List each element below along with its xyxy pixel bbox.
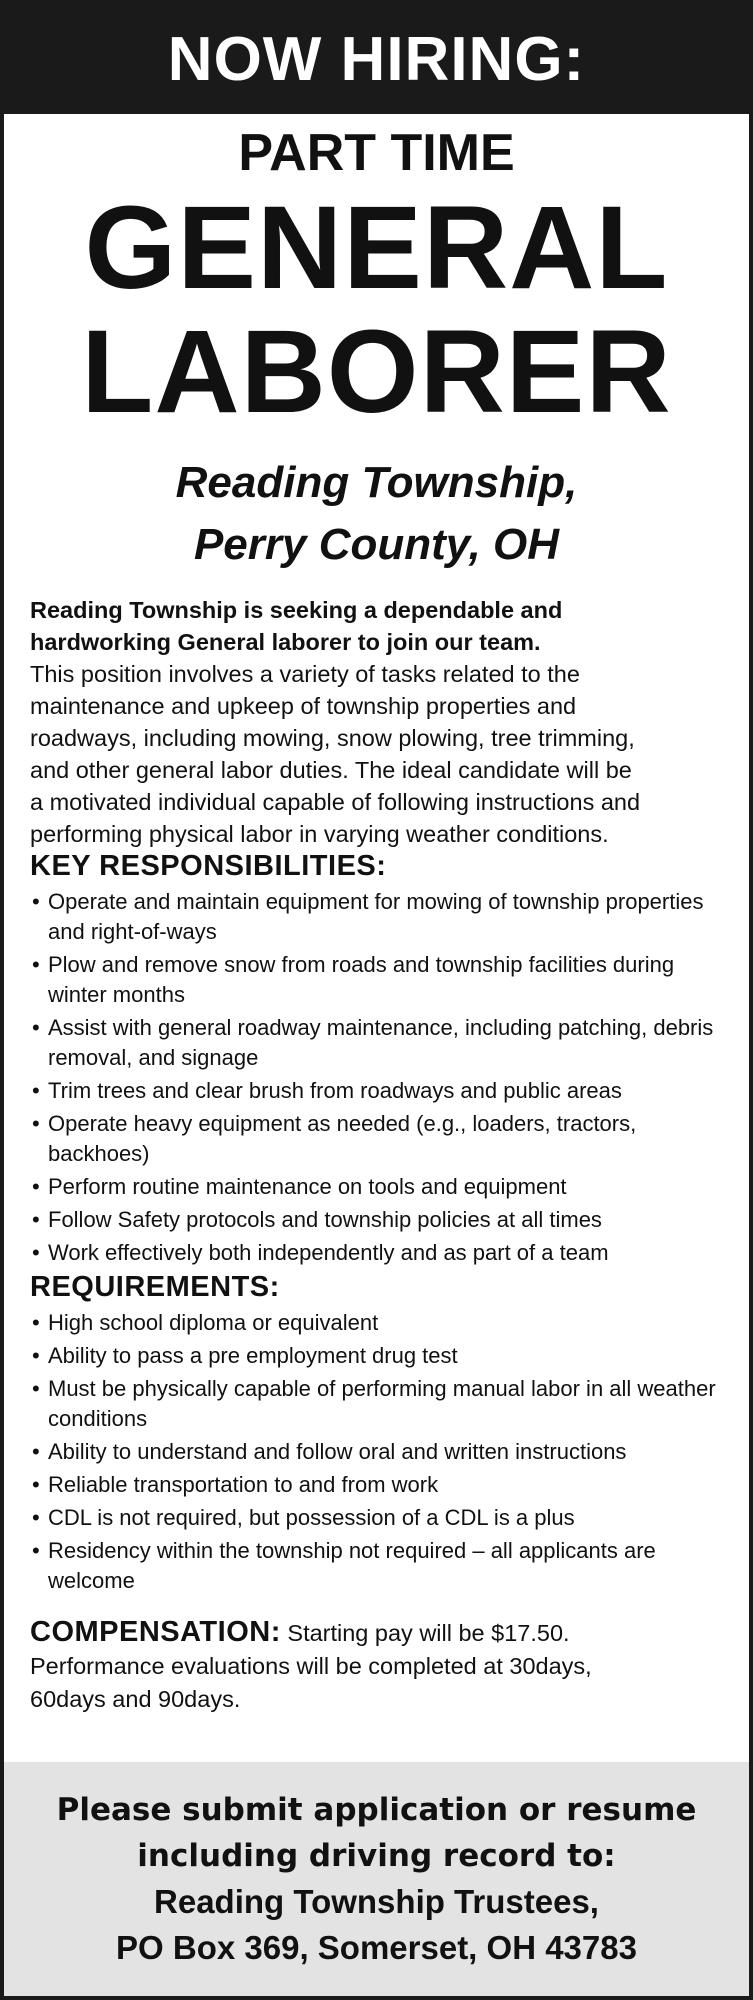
bullet-icon: • (32, 1439, 40, 1464)
subtitle: PART TIME (238, 124, 515, 182)
intro-lead-line-1: Reading Township is seeking a dependable and (30, 597, 563, 623)
intro-paragraph (30, 594, 723, 850)
list-item (30, 1238, 723, 1268)
bullet-icon: • (32, 1505, 40, 1530)
compensation-section (30, 1616, 723, 1716)
footer-line-3: Reading Township Trustees, (154, 1883, 599, 1920)
list-item-text: Must be physically capable of performing manual labor in all weather conditions (48, 1376, 716, 1431)
list-item-text: Operate heavy equipment as needed (e.g., loaders, tractors, backhoes) (48, 1111, 637, 1166)
footer-line-4: PO Box 369, Somerset, OH 43783 (116, 1929, 637, 1966)
list-item-text: CDL is not required, but possession of a CDL is a plus (48, 1505, 575, 1530)
list-item-text: Plow and remove snow from roads and township facilities during winter months (48, 952, 675, 1007)
list-item-text: Operate and maintain equipment for mowing of township properties and right-of-ways (48, 889, 704, 944)
list-item (30, 1470, 723, 1500)
location-line-1: Reading Township, (175, 458, 578, 507)
list-item (30, 1437, 723, 1467)
compensation-line-3: 60days and 90days. (30, 1686, 241, 1712)
compensation-line-1 (30, 1616, 723, 1650)
list-item-text: High school diploma or equivalent (48, 1310, 379, 1335)
list-item-text: Perform routine maintenance on tools and equipment (48, 1174, 567, 1199)
intro-lead-line-2: hardworking General laborer to join our team. (30, 629, 541, 655)
list-item (30, 1308, 723, 1338)
job-title-line-1: GENERAL (84, 182, 669, 314)
list-item (30, 1109, 723, 1169)
banner-text: NOW HIRING: (167, 24, 586, 94)
list-item-text: Work effectively both independently and as part of a team (48, 1240, 609, 1265)
list-item-text: Residency within the township not required – all applicants are welcome (48, 1538, 656, 1593)
requirements-heading: REQUIREMENTS: (30, 1271, 280, 1303)
list-item-text: Ability to understand and follow oral and written instructions (48, 1439, 627, 1464)
list-item-text: Trim trees and clear brush from roadways and public areas (48, 1078, 622, 1103)
intro-line: This position involves a variety of tasks related to the (30, 661, 580, 687)
job-title-line-2: LABORER (81, 306, 672, 438)
list-item-text: Ability to pass a pre employment drug test (48, 1343, 458, 1368)
intro-line: roadways, including mowing, snow plowing, tree trimming, (30, 725, 635, 751)
list-item-text: Follow Safety protocols and township policies at all times (48, 1207, 602, 1232)
list-item (30, 887, 723, 947)
bullet-icon: • (32, 1078, 40, 1103)
list-item-text: Reliable transportation to and from work (48, 1472, 439, 1497)
requirements-list (30, 1308, 723, 1596)
list-item (30, 1076, 723, 1106)
list-item (30, 1341, 723, 1371)
list-item (30, 1503, 723, 1533)
responsibilities-list (30, 887, 723, 1268)
list-item (30, 1205, 723, 1235)
footer-line-2: including driving record to: (137, 1838, 616, 1874)
bullet-icon: • (32, 1240, 40, 1265)
bullet-icon: • (32, 1376, 40, 1401)
list-item-text: Assist with general roadway maintenance, including patching, debris removal, and signage (48, 1015, 714, 1070)
bullet-icon: • (32, 1111, 40, 1136)
location-line-2: Perry County, OH (193, 520, 560, 569)
bullet-icon: • (32, 1538, 40, 1563)
responsibilities-heading: KEY RESPONSIBILITIES: (30, 850, 387, 882)
bullet-icon: • (32, 889, 40, 914)
bullet-icon: • (32, 952, 40, 977)
intro-line: and other general labor duties. The ideal candidate will be (30, 757, 632, 783)
bullet-icon: • (32, 1015, 40, 1040)
bullet-icon: • (32, 1310, 40, 1335)
bullet-icon: • (32, 1472, 40, 1497)
list-item (30, 1013, 723, 1073)
intro-line: a motivated individual capable of following instructions and (30, 789, 641, 815)
location (4, 452, 749, 576)
compensation-pay: Starting pay will be $17.50. (287, 1620, 570, 1646)
list-item (30, 950, 723, 1010)
list-item (30, 1374, 723, 1434)
application-footer (4, 1762, 749, 1996)
list-item (30, 1172, 723, 1202)
intro-line: maintenance and upkeep of township properties and (30, 693, 577, 719)
bullet-icon: • (32, 1343, 40, 1368)
compensation-heading: COMPENSATION: (30, 1616, 281, 1648)
list-item (30, 1536, 723, 1596)
bullet-icon: • (32, 1207, 40, 1232)
intro-line: performing physical labor in varying weather conditions. (30, 821, 609, 847)
footer-line-1: Please submit application or resume (56, 1792, 697, 1828)
compensation-line-2: Performance evaluations will be completed at 30days, (30, 1653, 592, 1679)
now-hiring-banner (4, 4, 749, 114)
job-title (4, 182, 749, 438)
bullet-icon: • (32, 1174, 40, 1199)
ad-body (4, 594, 749, 1716)
